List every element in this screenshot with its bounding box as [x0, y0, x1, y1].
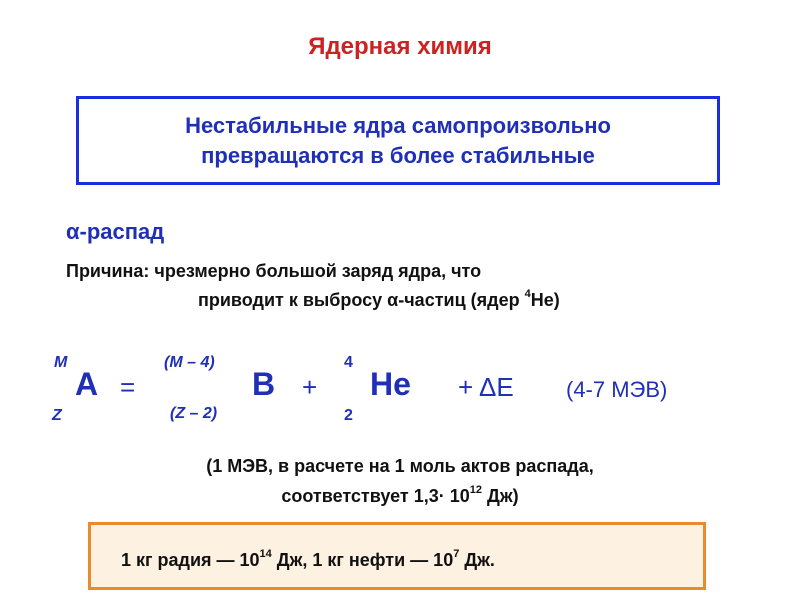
reason-line-2 [198, 290, 560, 311]
helium-charge-number: 2 [344, 407, 353, 424]
note-text: соответствует 1,3· 10 [281, 486, 470, 506]
fact-oil: Дж, 1 кг нефти — 10 [271, 550, 454, 570]
energy-range: (4-7 МЭВ) [566, 377, 668, 402]
fact-radium: 1 кг радия — 10 [121, 550, 260, 570]
note-exponent: 12 [469, 484, 483, 496]
reason-text: приводит к выбросу α-частиц (ядер [198, 290, 525, 310]
daughter-mass-number: (M – 4) [164, 354, 215, 371]
alpha-decay-heading: α-распад [66, 219, 165, 244]
oil-exponent: 7 [453, 548, 460, 560]
page-title: Ядерная химия [308, 33, 492, 60]
definition-line-2: превращаются в более стабильные [201, 143, 595, 168]
energy-comparison-box [88, 522, 706, 590]
he-mass-superscript: 4 [524, 288, 531, 300]
plus-sign: + [302, 372, 318, 402]
parent-charge-number: Z [52, 407, 62, 424]
note-text-end: Дж) [482, 486, 519, 506]
parent-symbol: A [75, 366, 99, 402]
reason-text-end: He) [530, 290, 560, 310]
radium-exponent: 14 [259, 548, 272, 560]
helium-mass-number: 4 [344, 354, 353, 371]
equals-sign: = [120, 372, 136, 402]
parent-mass-number: M [54, 354, 68, 371]
daughter-charge-number: (Z – 2) [170, 405, 218, 422]
definition-line-1: Нестабильные ядра самопроизвольно [185, 113, 611, 138]
fact-end: Дж. [459, 550, 495, 570]
daughter-symbol: B [252, 366, 276, 402]
note-line-2 [100, 486, 700, 507]
reason-line-1: Причина: чрезмерно большой заряд ядра, что [66, 261, 482, 281]
definition-box [76, 96, 720, 185]
energy-term: + ΔE [458, 372, 514, 402]
helium-symbol: He [370, 366, 411, 402]
note-line-1: (1 МЭВ, в расчете на 1 моль актов распада, [206, 456, 594, 476]
